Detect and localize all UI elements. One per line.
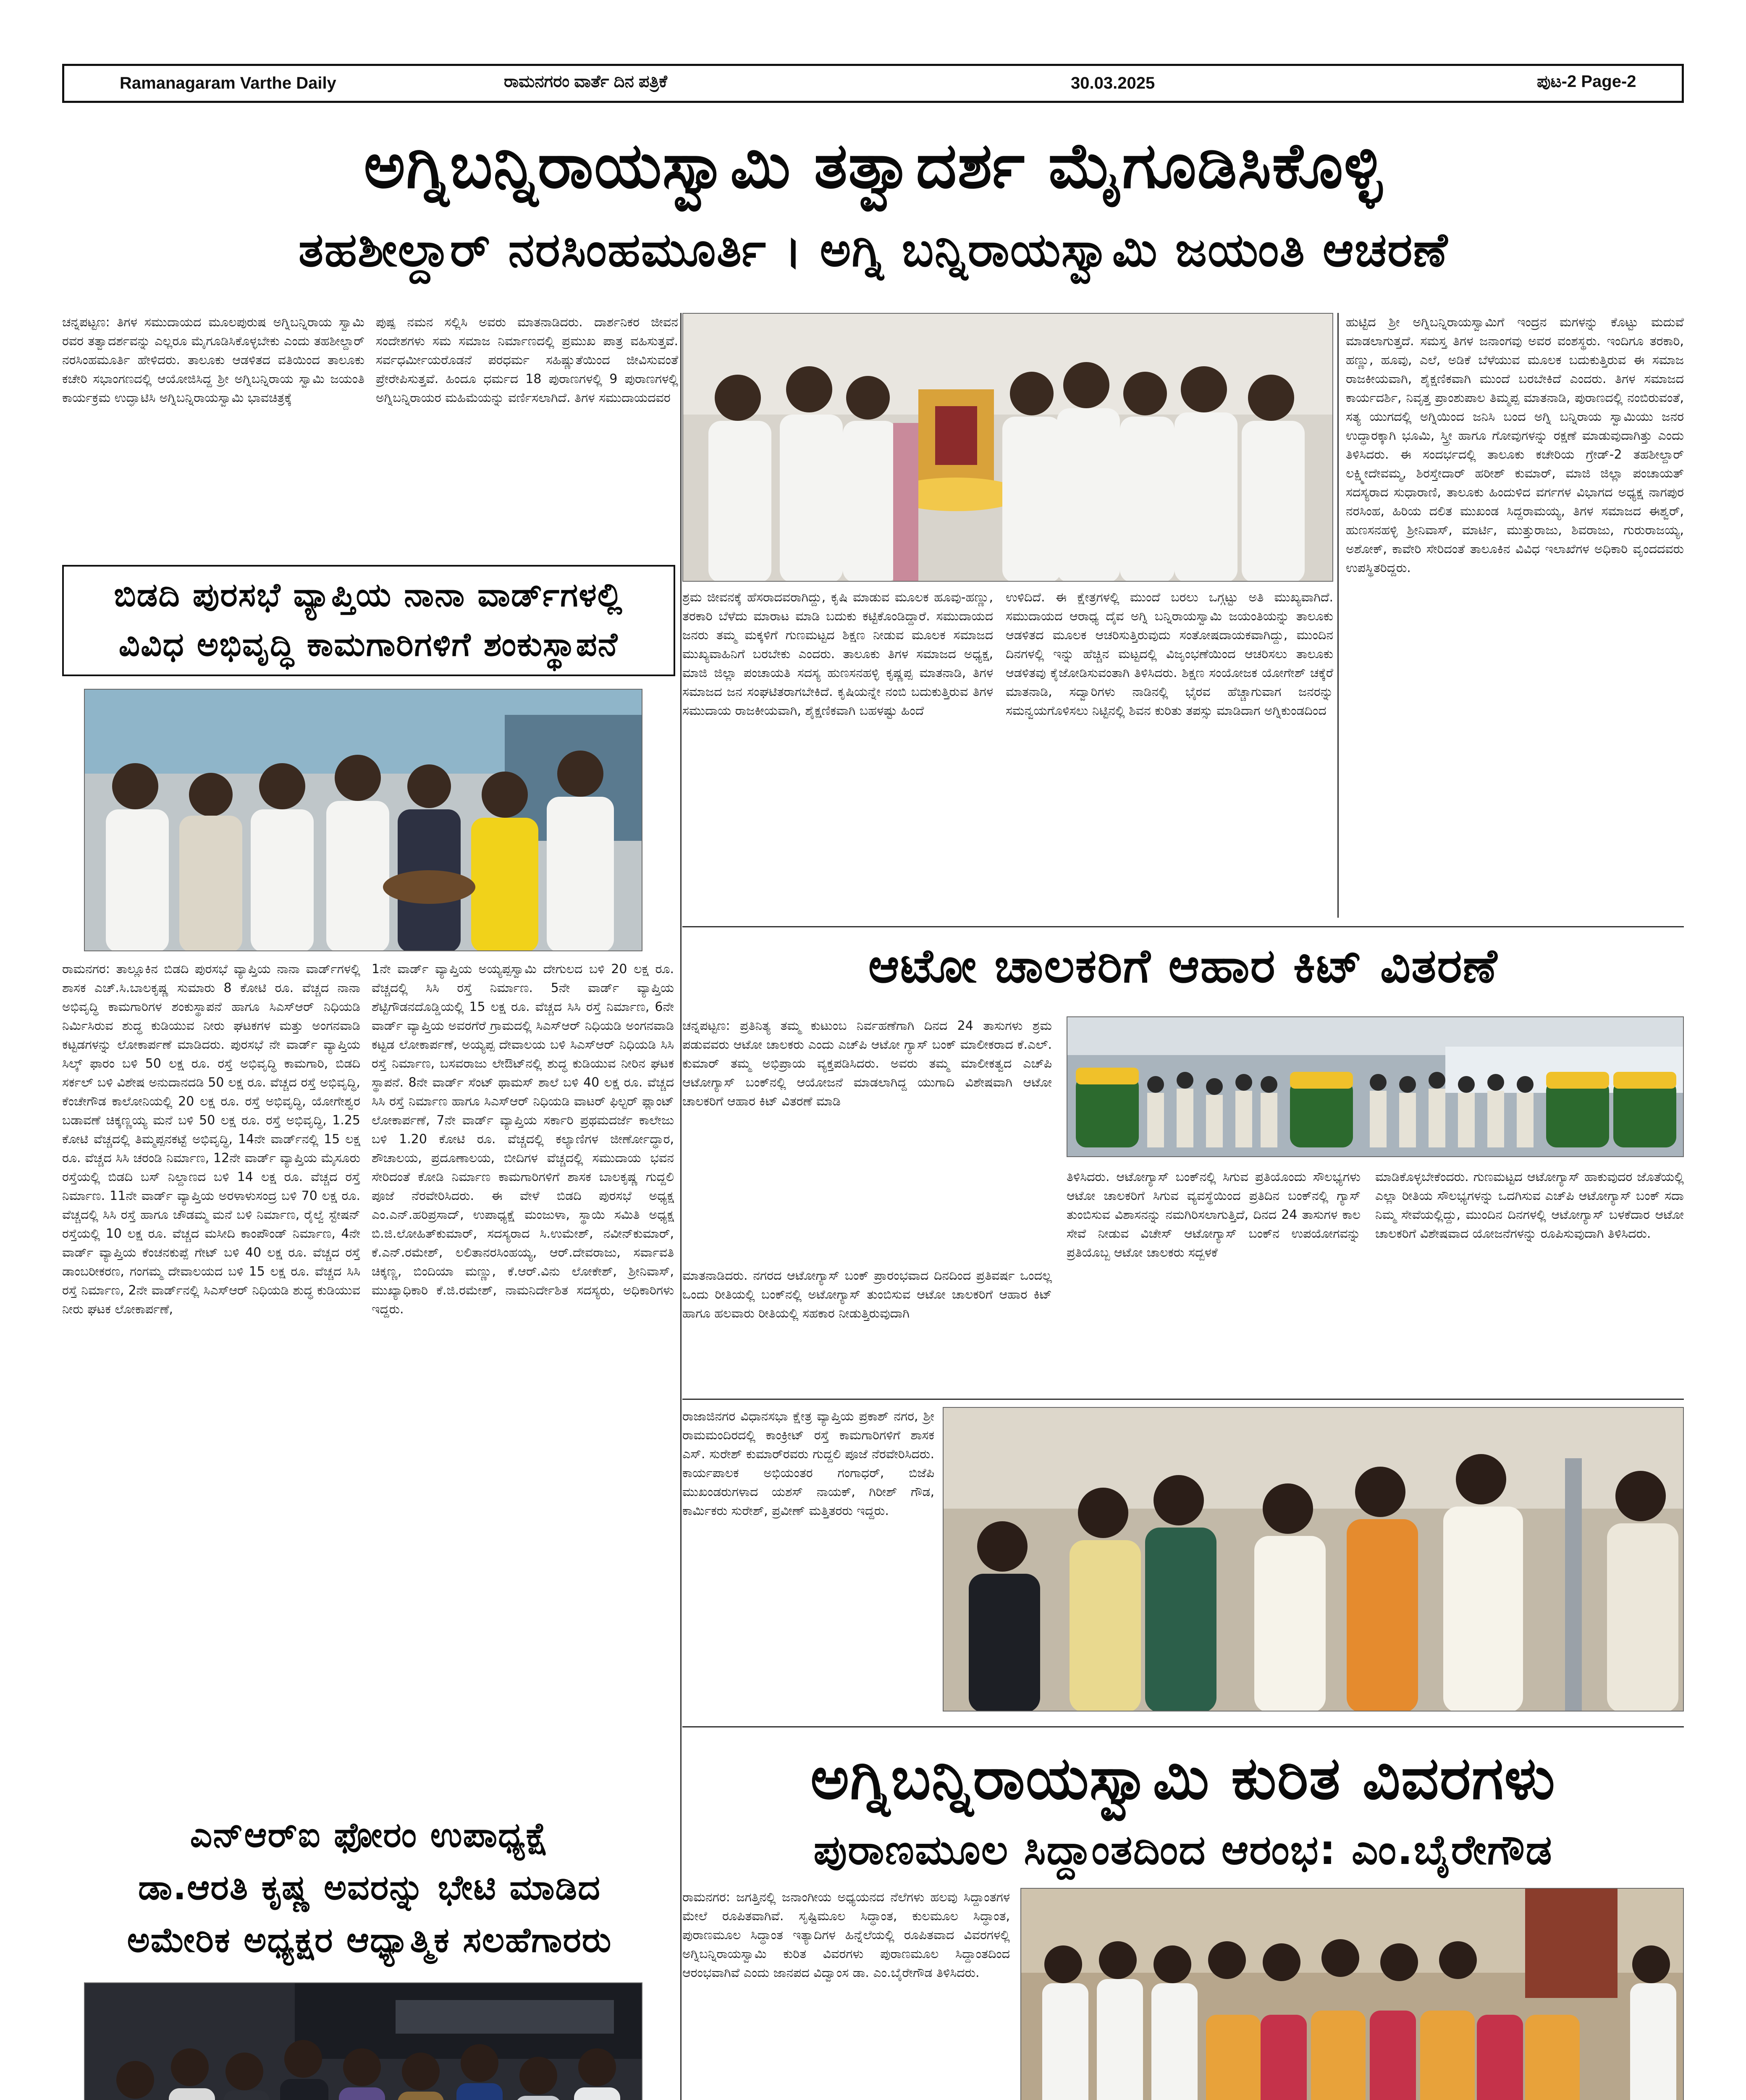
auto-col-1: ಮಾತನಾಡಿದರು. ನಗರದ ಆಟೋಗ್ಯಾಸ್ ಬಂಕ್ ಪ್ರಾರಂಭವಾದ ದಿನದಿಂದ ಪ್ರತಿವರ್ಷ ಒಂದಲ್ಲ ಒಂದು ರೀತಿಯಲ್ಲಿ ಬಂಕ್‌ನಲ್ಲಿ ಅಟೋಗ್ಯಾಸ್ ತುಂಬಿಸುವ ಆಟೋ ಚಾಲಕರಿಗೆ ಆಹಾರ ಕಿಟ್ ಹಾಗೂ ಹಲವಾರು ರೀತಿಯಲ್ಲಿ ಸಹಕಾರ ನೀಡುತ್ತಿರುವುದಾಗಿ [682, 1268, 1052, 1321]
auto-col-2: ತಿಳಿಸಿದರು. ಆಟೋಗ್ಯಾಸ್ ಬಂಕ್‌ನಲ್ಲಿ ಸಿಗುವ ಪ್ರತಿಯೊಂದು ಸೌಲಭ್ಯಗಳು ಆಟೋ ಚಾಲಕರಿಗೆ ಸಿಗುವ ವ್ಯವಸ್ಥೆಯಿಂದ ಪ್ರತಿದಿನ ಬಂಕ್‌ನಲ್ಲಿ ಗ್ಯಾಸ್ ತುಂಬಿಸುವ ವಿಶಾಸನನ್ನು ನಮಗಿರಿಸಲಾಗುತ್ತಿದೆ, ದಿನದ 24 ತಾಸುಗಳ ಕಾಲ ಸೇವೆ ನೀಡುವ ವಿಚೇಸ್ ಆಟೋಗ್ಯಾಸ್ ಬಂಕ್‌ನ ಉಪಯೋಗವನ್ನು ಪ್ರತಿಯೊಬ್ಬ ಆಟೋ ಚಾಲಕರು ಸದ್ಬಳಕೆ [1067, 1170, 1361, 1260]
details-photo [1020, 1888, 1684, 2100]
details-subtitle: ಪುರಾಣಮೂಲ ಸಿದ್ದಾಂತದಿಂದ ಆರಂಭ: ಎಂ.ಬೈರೇಗೌಡ [813, 1826, 1553, 1874]
auto-photo [1067, 1016, 1684, 1157]
page-number: ಪುಟ-2 Page-2 [1537, 72, 1636, 91]
masthead-kannada: ರಾಮನಗರಂ ವಾರ್ತೆ ದಿನ ಪತ್ರಿಕೆ [504, 72, 667, 91]
nri-title-line1: ಎನ್‌ಆರ್‌ಐ ಫೋರಂ ಉಪಾಧ್ಯಕ್ಷೆ [190, 1815, 549, 1855]
bidadi-title-line2: ವಿವಿಧ ಅಭಿವೃದ್ಧಿ ಕಾಮಗಾರಿಗಳಿಗೆ ಶಂಕುಸ್ಥಾಪನೆ [118, 626, 619, 664]
auto-title: ಆಟೋ ಚಾಲಕರಿಗೆ ಆಹಾರ ಕಿಟ್ ವಿತರಣೆ [868, 939, 1498, 993]
lead-col-4: ಶ್ರಮ ಜೀವನಕ್ಕೆ ಹೆಸರಾದವರಾಗಿದ್ದು, ಕೃಷಿ ಮಾಡುವ ಮೂಲಕ ಹೂವು-ಹಣ್ಣು, ತರಕಾರಿ ಬೆಳೆದು ಮಾರಾಟ ಮಾಡಿ ಬದುಕು ಕಟ್ಟಿಕೊಂಡಿದ್ದಾರೆ. ಸಮುದಾಯದ ಜನರು ತಮ್ಮ ಮಕ್ಕಳಿಗೆ ಗುಣಮಟ್ಟದ ಶಿಕ್ಷಣ ನೀಡುವ ಮೂಲಕ ಸಮಾಜದ ಮುಖ್ಯವಾಹಿನಿಗೆ ಬರಬೇಕು ಎಂದರು. ತಾಲೂಕು ತಿಗಳ ಸಮಾಜದ ಅಧ್ಯಕ್ಷ, ಮಾಜಿ ಜಿಲ್ಲಾ ಪಂಚಾಯತಿ ಸದಸ್ಯ ಹುಣಸನಹಳ್ಳಿ ಕೃಷ್ಣಪ್ಪ ಮಾತನಾಡಿ, ತಿಗಳ ಸಮಾಜದ ಜನ ಸಂಘಟಿತರಾಗಬೇಕಿದೆ. ಕೃಷಿಯನ್ನೇ ನಂಬಿ ಬದುಕುತ್ತಿರುವ ತಿಗಳ ಸಮುದಾಯ ರಾಜಕೀಯವಾಗಿ, ಶೈಕ್ಷಣಿಕವಾಗಿ ಬಹಳಷ್ಟು ಹಿಂದೆ [682, 590, 993, 718]
nri-title-line2: ಡಾ.ಆರತಿ ಕೃಷ್ಣ ಅವರನ್ನು ಭೇಟಿ ಮಾಡಿದ [138, 1868, 601, 1908]
rajajinagar-photo [943, 1407, 1684, 1712]
section-rule [682, 1399, 1684, 1400]
issue-date: 30.03.2025 [1071, 74, 1155, 92]
column-rule [680, 313, 682, 2100]
lead-col-1: ಚನ್ನಪಟ್ಟಣ: ತಿಗಳ ಸಮುದಾಯದ ಮೂಲಪುರುಷ ಅಗ್ನಿಬನ್ನಿರಾಯ ಸ್ವಾಮಿ ರವರ ತತ್ವಾದರ್ಶವನ್ನು ಎಲ್ಲರೂ ಮೈಗೂಡಿಸಿಕೊಳ್ಳಬೇಕು ಎಂದು ತಹಶೀಲ್ದಾರ್ ನರಸಿಂಹಮೂರ್ತಿ ಹೇಳಿದರು. ತಾಲೂಕು ಆಡಳಿತದ ವತಿಯಿಂದ ತಾಲೂಕು ಕಚೇರಿ ಸಭಾಂಗಣದಲ್ಲಿ ಆಯೋಜಿಸಿದ್ದ ಶ್ರೀ ಅಗ್ನಿಬನ್ನಿರಾಯ ಸ್ವಾಮಿ ಜಯಂತಿ ಕಾರ್ಯಕ್ರಮ ಉದ್ಘಾಟಿಸಿ ಅಗ್ನಿಬನ್ನಿರಾಯಸ್ವಾಮಿ ಭಾವಚಿತ್ರಕ್ಕೆ [62, 315, 364, 405]
details-title: ಅಗ್ನಿಬನ್ನಿರಾಯಸ್ವಾಮಿ ಕುರಿತ ವಿವರಗಳು [810, 1744, 1556, 1813]
section-rule [682, 926, 1684, 927]
lead-photo [682, 313, 1333, 582]
header-top-rule [62, 64, 1684, 66]
header-bottom-rule [62, 101, 1684, 103]
section-rule [682, 1726, 1684, 1727]
auto-col-3: ಮಾಡಿಕೊಳ್ಳಬೇಕೆಂದರು. ಗುಣಮಟ್ಟದ ಆಟೋಗ್ಯಾಸ್ ಹಾಕುವುದರ ಜೊತೆಯಲ್ಲಿ ಎಲ್ಲಾ ರೀತಿಯ ಸೌಲಭ್ಯಗಳನ್ನು ಒದಗಿಸುವ ಎಚ್‌ಪಿ ಆಟೋಗ್ಯಾಸ್ ಬಂಕ್ ಸದಾ ನಿಮ್ಮ ಸೇವೆಯಲ್ಲಿದ್ದು, ಮುಂದಿನ ದಿನಗಳಲ್ಲಿ ಆಟೋಗ್ಯಾಸ್ ಬಳಕೆದಾರ ಆಟೋ ಚಾಲಕರಿಗೆ ವಿಶೇಷವಾದ ಯೋಜನೆಗಳನ್ನು ರೂಪಿಸುವುದಾಗಿ ತಿಳಿಸಿದರು. [1375, 1170, 1684, 1241]
lead-col-6: ಹುಟ್ಟಿದ ಶ್ರೀ ಅಗ್ನಿಬನ್ನಿರಾಯಸ್ವಾಮಿಗೆ ಇಂದ್ರನ ಮಗಳನ್ನು ಕೊಟ್ಟು ಮದುವೆ ಮಾಡಲಾಗುತ್ತದೆ. ಸಮಸ್ತ ತಿಗಳ ಜನಾಂಗವು ಅವರ ವಂಶಸ್ಥರು. ಇಂದಿಗೂ ತರಕಾರಿ, ಹಣ್ಣು, ಹೂವು, ಎಲೆ, ಅಡಿಕೆ ಬೆಳೆಯುವ ಮೂಲಕ ಬದುಕುತ್ತಿರುವ ಈ ಸಮಾಜ ರಾಜಕೀಯವಾಗಿ, ಶೈಕ್ಷಣಿಕವಾಗಿ ಮುಂದೆ ಬರಬೇಕಿದೆ ಎಂದರು. ತಿಗಳ ಸಮಾಜದ ಕಾರ್ಯದರ್ಶಿ, ನಿವೃತ್ತ ಪ್ರಾಂಶುಪಾಲ ತಿಮ್ಮಪ್ಪ ಮಾತನಾಡಿ, ಪುರಾಣದಲ್ಲಿ ನಂಬಿರುವಂತೆ, ಸತ್ಯ ಯುಗದಲ್ಲಿ ಅಗ್ನಿಯಿಂದ ಜನಿಸಿ ಬಂದ ಅಗ್ನಿ ಬನ್ನಿರಾಯ ಸ್ವಾಮಿಯು ಜನರ ಉದ್ಧಾರಕ್ಕಾಗಿ ಭೂಮಿ, ಸ್ತ್ರೀ ಹಾಗೂ ಗೋವುಗಳನ್ನು ರಕ್ಷಣೆ ಮಾಡುವುದಾಗಿತ್ತು ಎಂದು ತಿಳಿಸಿದರು. ಈ ಸಂದರ್ಭದಲ್ಲಿ ತಾಲೂಕು ಕಚೇರಿಯ ಗ್ರೇಡ್-2 ತಹಶೀಲ್ದಾರ್ ಲಕ್ಷ್ಮೀದೇವಮ್ಮ, ಶಿರಸ್ತೇದಾರ್ ಹರೀಶ್ ಕುಮಾರ್, ಮಾಜಿ ಜಿಲ್ಲಾ ಪಂಚಾಯತ್ ಸದಸ್ಯರಾದ ಸುಧಾರಾಣಿ, ತಾಲೂಕು ಹಿಂದುಳಿದ ವರ್ಗಗಳ ವಿಭಾಗದ ಅಧ್ಯಕ್ಷ ನಾಗಪುರ ನರಸಿಂಹ, ಹಿರಿಯ ದಲಿತ ಮುಖಂಡ ಸಿದ್ದರಾಮಯ್ಯ, ತಿಗಳ ಸಮಾಜದ ಈಶ್ವರ್, ಹುಣಸನಹಳ್ಳಿ ಶ್ರೀನಿವಾಸ್, ಮಾರ್ಟಿ, ಮುತ್ತುರಾಜು, ಶಿವರಾಜು, ಗುರುರಾಜಯ್ಯ, ಅಶೋಕ್, ಕಾವೇರಿ ಸೇರಿದಂತೆ ತಾಲೂಕಿನ ವಿವಿಧ ಇಲಾಖೆಗಳ ಅಧಿಕಾರಿ ವೃಂದದವರು ಉಪಸ್ಥಿತರಿದ್ದರು. [1346, 315, 1684, 575]
column-rule [1337, 313, 1339, 918]
lead-col-2: ಪುಷ್ಪ ನಮನ ಸಲ್ಲಿಸಿ ಅವರು ಮಾತನಾಡಿದರು. ದಾರ್ಶನಿಕರ ಜೀವನ ಸಂದೇಶಗಳು ಸಮ ಸಮಾಜ ನಿರ್ಮಾಣದಲ್ಲಿ ಪ್ರಮುಖ ಪಾತ್ರ ವಹಿಸುತ್ತವೆ. ಸರ್ವಧರ್ಮೀಯರೊಡನೆ ಪರಧರ್ಮ ಸಹಿಷ್ಣುತೆಯಿಂದ ಜೀವಿಸುವಂತೆ ಪ್ರೇರೇಪಿಸುತ್ತವೆ. ಹಿಂದೂ ಧರ್ಮದ 18 ಪುರಾಣಗಳಲ್ಲಿ 9 ಪುರಾಣಗಳಲ್ಲಿ ಅಗ್ನಿಬನ್ನಿರಾಯರ ಮಹಿಮೆಯನ್ನು ವರ್ಣಿಸಲಾಗಿದೆ. ತಿಗಳ ಸಮುದಾಯದವರ [376, 315, 678, 405]
lead-col-5: ಉಳಿದಿದೆ. ಈ ಕ್ಷೇತ್ರಗಳಲ್ಲಿ ಮುಂದೆ ಬರಲು ಒಗ್ಗಟ್ಟು ಅತಿ ಮುಖ್ಯವಾಗಿದೆ. ಸಮುದಾಯದ ಆರಾಧ್ಯ ದೈವ ಅಗ್ನಿ ಬನ್ನಿರಾಯಸ್ವಾಮಿ ಜಯಂತಿಯನ್ನು ತಾಲೂಕು ಆಡಳಿತದ ಮೂಲಕ ಆಚರಿಸುತ್ತಿರುವುದು ಸಂತೋಷದಾಯಕವಾಗಿದ್ದು, ಮುಂದಿನ ದಿನಗಳಲ್ಲಿ ಇನ್ನು ಹೆಚ್ಚಿನ ಮಟ್ಟದಲ್ಲಿ ವಿಜೃಂಭಣೆಯಿಂದ ಆಚರಿಸಲು ತಾಲೂಕು ಆಡಳಿತವು ಕೈಜೋಡಿಸುವಂತಾಗಿ ತಿಳಿಸಿದರು. ಶಿಕ್ಷಣ ಸಂಯೋಜಕ ಯೋಗೇಶ್ ಚಕ್ಕೆರೆ ಮಾತನಾಡಿ, ಸದ್ವಾರಿಗಳು ನಾಡಿನಲ್ಲಿ ಭೈರವ ಹೆಚ್ಚಾಗುವಾಗ ಜನರನ್ನು ಸಮನ್ವಯಗೊಳಿಸಲು ನಿಟ್ಟಿನಲ್ಲಿ ಶಿವನ ಕುರಿತು ತಪಸ್ಸು ಮಾಡಿದಾಗ ಅಗ್ನಿಕುಂಡದಿಂದ [1006, 590, 1333, 718]
bidadi-col-2: 1ನೇ ವಾರ್ಡ್ ವ್ಯಾಪ್ತಿಯ ಅಯ್ಯಪ್ಪಸ್ವಾಮಿ ದೇಗುಲದ ಬಳಿ 20 ಲಕ್ಷ ರೂ. ವೆಚ್ಚದಲ್ಲಿ ಸಿಸಿ ರಸ್ತೆ ನಿರ್ಮಾಣ. 5ನೇ ವಾರ್ಡ್ ವ್ಯಾಪ್ತಿಯ ಶೆಟ್ಟಿಗೌಡನದೊಡ್ಡಿಯಲ್ಲಿ 15 ಲಕ್ಷ ರೂ. ವೆಚ್ಚದ ಸಿಸಿ ರಸ್ತೆ ನಿರ್ಮಾಣ, 6ನೇ ವಾರ್ಡ್ ವ್ಯಾಪ್ತಿಯ ಅವರಗೆರೆ ಗ್ರಾಮದಲ್ಲಿ ಸಿಎಸ್‌ಆರ್ ನಿಧಿಯಡಿ ಅಂಗನವಾಡಿ ಕಟ್ಟಡ ಲೋಕಾರ್ಪಣೆ, ಅಯ್ಯಪ್ಪ ದೇವಾಲಯ ಬಳಿ ಸಿಎಸ್‌ಆರ್ ನಿಧಿಯಡಿ ಸಿಸಿ ರಸ್ತೆ ನಿರ್ಮಾಣ, ಬಸವರಾಜು ಲೇಔಟ್‌ನಲ್ಲಿ ಶುದ್ಧ ಕುಡಿಯುವ ನೀರಿನ ಘಟಕ ಸ್ಥಾಪನೆ. 8ನೇ ವಾರ್ಡ್ ಸೆಂಟ್ ಥಾಮಸ್ ಶಾಲೆ ಬಳಿ 40 ಲಕ್ಷ ರೂ. ವೆಚ್ಚದ ಸಿಸಿ ರಸ್ತೆ ನಿರ್ಮಾಣ ಹಾಗೂ ಸಿಎಸ್‌ಆರ್ ನಿಧಿಯಡಿ ವಾಟರ್ ಫಿಲ್ಟರ್ ಪ್ಲಾಂಟ್ ಲೋಕಾರ್ಪಣೆ, 7ನೇ ವಾರ್ಡ್ ವ್ಯಾಪ್ತಿಯ ಸರ್ಕಾರಿ ಪ್ರಥಮದರ್ಜೆ ಕಾಲೇಜು ಬಳಿ 1.20 ಕೋಟಿ ರೂ. ವೆಚ್ಚದಲ್ಲಿ ಕಲ್ಯಾಣಿಗಳ ಜೀರ್ಣೋದ್ಧಾರ, ಶೌಚಾಲಯ, ಪ್ರದೂಣಾಲಯ, ಬೀದಿಗಳ ವೆಚ್ಚದಲ್ಲಿ ಸಮುದಾಯ ಭವನ ಸೇರಿದಂತೆ ಕೋಡಿ ನಿರ್ಮಾಣ ಕಾಮಗಾರಿಗಳಿಗೆ ಶಾಸಕ ಬಾಲಕೃಷ್ಣ ಗುದ್ದಲಿ ಪೂಜೆ ನೆರವೇರಿಸಿದರು. ಈ ವೇಳೆ ಬಿಡದಿ ಪುರಸಭೆ ಅಧ್ಯಕ್ಷ ಎಂ.ಎನ್.ಹರಿಪ್ರಸಾದ್, ಉಪಾಧ್ಯಕ್ಷೆ ಮಂಜುಳಾ, ಸ್ಥಾಯಿ ಸಮಿತಿ ಅಧ್ಯಕ್ಷ ಬಿ.ಜಿ.ಲೋಹಿತ್‌ಕುಮಾರ್, ಸದಸ್ಯರಾದ ಸಿ.ಉಮೇಶ್, ನವೀನ್‌ಕುಮಾರ್, ಕೆ.ಎನ್.ರಮೇಶ್, ಲಲಿತಾನರಸಿಂಹಯ್ಯ, ಆರ್.ದೇವರಾಜು, ಸರ್ವಾವತಿ ಚಿಕ್ಕಣ್ಣ, ಬಿಂದಿಯಾ ಮಣ್ಣು, ಕೆ.ಆರ್.ವಿನು ಲೋಕೇಶ್, ಶ್ರೀನಿವಾಸ್, ಮುಖ್ಯಾಧಿಕಾರಿ ಕೆ.ಜಿ.ರಮೇಶ್, ನಾಮನಿರ್ದೇಶಿತ ಸದಸ್ಯರು, ಅಧಿಕಾರಿಗಳು ಇದ್ದರು. [372, 962, 674, 1317]
bidadi-title-line1: ಬಿಡದಿ ಪುರಸಭೆ ವ್ಯಾಪ್ತಿಯ ನಾನಾ ವಾರ್ಡ್‌ಗಳಲ್ಲಿ [114, 576, 623, 614]
nri-title-line3: ಅಮೇರಿಕ ಅಧ್ಯಕ್ಷರ ಆಧ್ಯಾತ್ಮಿಕ ಸಲಹೆಗಾರರು [127, 1920, 612, 1960]
auto-intro: ಚನ್ನಪಟ್ಟಣ: ಪ್ರತಿನಿತ್ಯ ತಮ್ಮ ಕುಟುಂಬ ನಿರ್ವಹಣೆಗಾಗಿ ದಿನದ 24 ತಾಸುಗಳು ಶ್ರಮ ಪಡುವವರು ಆಟೋ ಚಾಲಕರು ಎಂದು ಎಚ್‌ಪಿ ಆಟೋ ಗ್ಯಾಸ್ ಬಂಕ್ ಮಾಲೀಕರಾದ ಕೆ.ಎಲ್. ಕುಮಾರ್ ತಮ್ಮ ಅಭಿಪ್ರಾಯ ವ್ಯಕ್ತಪಡಿಸಿದರು. ಅವರು ತಮ್ಮ ಮಾಲೀಕತ್ವದ ಎಚ್‌ಪಿ ಆಟೋಗ್ಯಾಸ್ ಬಂಕ್‌ನಲ್ಲಿ ಆಯೋಜನೆ ಮಾಡಲಾಗಿದ್ದ ಯುಗಾದಿ ವಿಶೇಷವಾಗಿ ಆಟೋ ಚಾಲಕರಿಗೆ ಆಹಾರ ಕಿಟ್ ವಿತರಣೆ ಮಾಡಿ [682, 1018, 1052, 1109]
header-left-rule [62, 64, 64, 103]
nri-photo [84, 1982, 642, 2100]
lead-subhead: ತಹಶೀಲ್ದಾರ್ ನರಸಿಂಹಮೂರ್ತಿ । ಅಗ್ನಿ ಬನ್ನಿರಾಯಸ್ವಾಮಿ ಜಯಂತಿ ಆಚರಣೆ [298, 223, 1449, 277]
details-intro: ರಾಮನಗರ: ಜಗತ್ತಿನಲ್ಲಿ ಜನಾಂಗೀಯ ಅಧ್ಯಯನದ ನೆಲೆಗಳು ಹಲವು ಸಿದ್ದಾಂತಗಳ ಮೇಲೆ ರೂಪಿತವಾಗಿವೆ. ಸೃಷ್ಟಿಮೂಲ ಸಿದ್ಧಾಂತ, ಕುಲಮೂಲ ಸಿದ್ಧಾಂತ, ಪುರಾಣಮೂಲ ಸಿದ್ಧಾಂತ ಇತ್ಯಾದಿಗಳ ಹಿನ್ನೆಲೆಯಲ್ಲಿ ರೂಪಿತವಾದ ವಿವರಗಳಲ್ಲಿ ಅಗ್ನಿಬನ್ನಿರಾಯಸ್ವಾಮಿ ಕುರಿತ ವಿವರಗಳು ಪುರಾಣಮೂಲ ಸಿದ್ದಾಂತದಿಂದ ಆರಂಭವಾಗಿವೆ ಎಂದು ಜಾನಪದ ವಿದ್ವಾಂಸ ಡಾ. ಎಂ.ಬೈರೇಗೌಡ ತಿಳಿಸಿದರು. [682, 1890, 1010, 1980]
rajajinagar-text: ರಾಜಾಜಿನಗರ ವಿಧಾನಸಭಾ ಕ್ಷೇತ್ರ ವ್ಯಾಪ್ತಿಯ ಪ್ರಕಾಶ್ ನಗರ, ಶ್ರೀ ರಾಮಮಂದಿರದಲ್ಲಿ ಕಾಂಕ್ರೀಟ್ ರಸ್ತೆ ಕಾಮಗಾರಿಗಳಿಗೆ ಶಾಸಕ ಎಸ್. ಸುರೇಶ್ ಕುಮಾರ್‌ರವರು ಗುದ್ದಲಿ ಪೂಜೆ ನೆರವೇರಿಸಿದರು. ಕಾರ್ಯಪಾಲಕ ಅಭಿಯಂತರ ಗಂಗಾಧರ್, ಬಿಜೆಪಿ ಮುಖಂಡರುಗಳಾದ ಯಶಸ್ ನಾಯಕ್, ಗಿರೀಶ್ ಗೌಡ, ಕಾರ್ಮಿಕರು ಸುರೇಶ್, ಪ್ರವೀಣ್ ಮತ್ತಿತರರು ಇದ್ದರು. [682, 1409, 934, 1518]
bidadi-photo [84, 689, 642, 951]
bidadi-col-1: ರಾಮನಗರ: ತಾಲ್ಲೂಕಿನ ಬಿಡದಿ ಪುರಸಭೆ ವ್ಯಾಪ್ತಿಯ ನಾನಾ ವಾರ್ಡ್‌ಗಳಲ್ಲಿ ಶಾಸಕ ಎಚ್.ಸಿ.ಬಾಲಕೃಷ್ಣ ಸುಮಾರು 8 ಕೋಟಿ ರೂ. ವೆಚ್ಚದ ನಾನಾ ಅಭಿವೃದ್ಧಿ ಕಾಮಗಾರಿಗಳ ಶಂಕುಸ್ಥಾಪನೆ ಹಾಗೂ ಸಿಎಸ್‌ಆರ್ ನಿಧಿಯಡಿ ನಿರ್ಮಿಸಿರುವ ಶುದ್ಧ ಕುಡಿಯುವ ನೀರು ಘಟಕಗಳ ಮತ್ತು ಅಂಗನವಾಡಿ ಕಟ್ಟಡಗಳನ್ನು ಲೋಕಾರ್ಪಣೆ ಮಾಡಿದರು. ಪುರಸಭೆ ನೇ ವಾರ್ಡ್ ವ್ಯಾಪ್ತಿಯ ಸಿಲ್ಕ್ ಫಾರಂ ಬಳಿ 50 ಲಕ್ಷ ರೂ. ರಸ್ತೆ ಅಭಿವೃದ್ಧಿ ಕಾಮಗಾರಿ, ಬಿಡದಿ ಸರ್ಕಲ್ ಬಳಿ ವಿಶೇಷ ಅನುದಾನದಡಿ 50 ಲಕ್ಷ ರೂ. ವೆಚ್ಚದ ರಸ್ತೆ ಅಭಿವೃದ್ಧಿ, ಕೆಂಚೇಗೌಡ ಕಾಲೋನಿಯಲ್ಲಿ 20 ಲಕ್ಷ ರೂ. ರಸ್ತೆ ಅಭಿವೃದ್ಧಿ, ಯೋಗೇಶ್ವರ ಬಡಾವಣೆ ಚಿಕ್ಕಣ್ಣಯ್ಯ ಮನೆ ಬಳಿ 50 ಲಕ್ಷ ರೂ. ರಸ್ತೆ ಅಭಿವೃದ್ಧಿ, 1.25 ಕೋಟಿ ವೆಚ್ಚದಲ್ಲಿ ತಿಮ್ಮಪ್ಪನಕಟ್ಟೆ ಅಭಿವೃದ್ಧಿ, 14ನೇ ವಾರ್ಡ್‌ನಲ್ಲಿ 15 ಲಕ್ಷ ರೂ. ವೆಚ್ಚದ ಸಿಸಿ ಚರಂಡಿ ನಿರ್ಮಾಣ, 12ನೇ ವಾರ್ಡ್ ವ್ಯಾಪ್ತಿಯ ಮೈಸೂರು ರಸ್ತೆಯಲ್ಲಿ ಬಿಡದಿ ಬಸ್ ನಿಲ್ದಾಣದ ಬಳಿ 14 ಲಕ್ಷ ರೂ. ವೆಚ್ಚದ ರಸ್ತೆ ನಿರ್ಮಾಣ. 11ನೇ ವಾರ್ಡ್ ವ್ಯಾಪ್ತಿಯ ಅರಳಾಳುಸಂದ್ರ ಬಳಿ 70 ಲಕ್ಷ ರೂ. ವೆಚ್ಚದಲ್ಲಿ ಸಿಸಿ ರಸ್ತೆ ಹಾಗೂ ಚೌಡಮ್ಮ ಮನೆ ಬಳಿ ನಿರ್ಮಾಣ, ರೈಲ್ವೆ ಸ್ಟೇಷನ್ ರಸ್ತೆಯಲ್ಲಿ 10 ಲಕ್ಷ ರೂ. ವೆಚ್ಚದ ಮಸೀದಿ ಕಾಂಪೌಂಡ್ ನಿರ್ಮಾಣ, 4ನೇ ವಾರ್ಡ್ ವ್ಯಾಪ್ತಿಯ ಕೆಂಚನಕುಪ್ಪೆ ಗೇಟ್ ಬಳಿ 40 ಲಕ್ಷ ರೂ. ವೆಚ್ಚದ ರಸ್ತೆ ಡಾಂಬರೀಕರಣ, ಗಂಗಮ್ಮ ದೇವಾಲಯದ ಬಳಿ 15 ಲಕ್ಷ ರೂ. ವೆಚ್ಚದ ಸಿಸಿ ರಸ್ತೆ ನಿರ್ಮಾಣ, 2ನೇ ವಾರ್ಡ್‌ನಲ್ಲಿ ಸಿಎಸ್‌ಆರ್ ನಿಧಿಯಡಿ ಶುದ್ಧ ಕುಡಿಯುವ ನೀರು ಘಟಕ ಲೋಕಾರ್ಪಣೆ, [62, 962, 360, 1317]
masthead-english: Ramanagaram Varthe Daily [120, 74, 336, 92]
lead-headline: ಅಗ್ನಿಬನ್ನಿರಾಯಸ್ವಾಮಿ ತತ್ವಾದರ್ಶ ಮೈಗೂಡಿಸಿಕೊಳ್ಳಿ [364, 129, 1383, 202]
header-right-rule [1682, 64, 1684, 103]
